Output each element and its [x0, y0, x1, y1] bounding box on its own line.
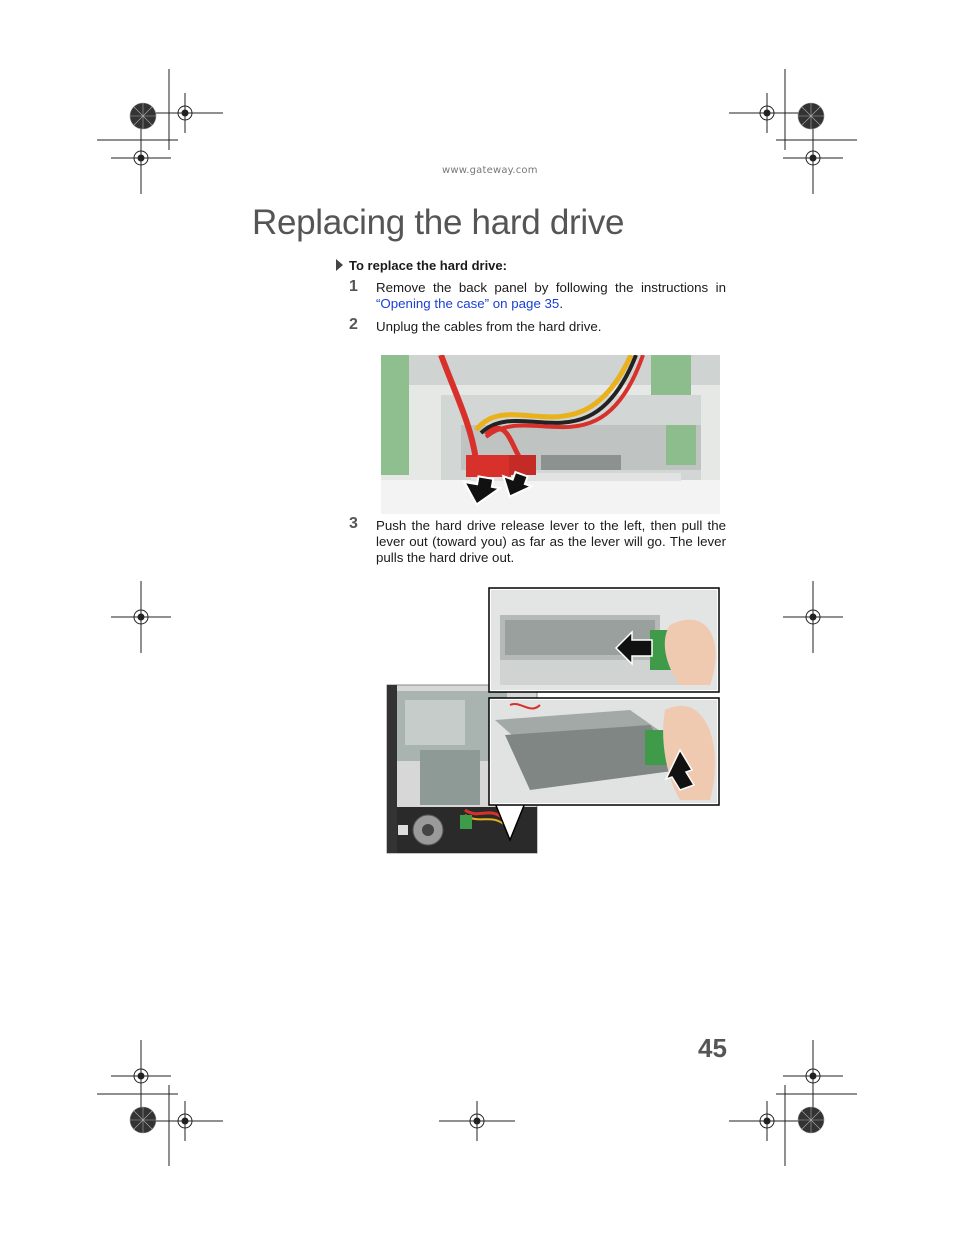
step-number-2: 2 [349, 316, 358, 333]
step-number-3: 3 [349, 515, 358, 532]
step-text-2: Unplug the cables from the hard drive. [376, 319, 602, 334]
unplug-cables-photo [381, 355, 720, 514]
opening-case-link[interactable]: “Opening the case” on page 35 [376, 296, 560, 311]
step-1-text: Remove the back panel by following the instructions in [376, 280, 726, 295]
step-1-text-end: . [559, 296, 564, 311]
step-text-3: Push the hard drive release lever to the left, then pull the lever out (toward you) as far as the lever will go. The lever pulls the hard drive out. [376, 518, 726, 565]
header-url: www.gateway.com [442, 165, 538, 176]
page-title: Replacing the hard drive [252, 203, 625, 242]
inset-pull-out [489, 698, 719, 805]
step-number-1: 1 [349, 278, 358, 295]
procedure-heading [336, 258, 507, 273]
procedure-heading-text: To replace the hard drive: [349, 258, 507, 273]
step-text-1 [376, 280, 726, 312]
release-lever-photo [380, 585, 725, 860]
page-number: 45 [698, 1033, 727, 1063]
inset-push-left [489, 588, 719, 692]
arrow-right-icon [336, 259, 343, 271]
